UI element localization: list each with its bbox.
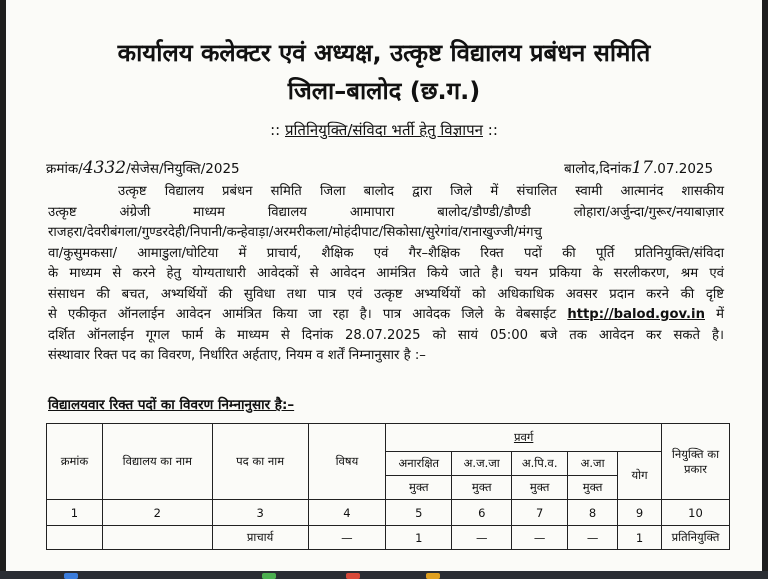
cell-obc: — — [512, 526, 568, 550]
header-sc: अ.ज.जा — [452, 452, 512, 476]
notice-title-text: प्रतिनियुक्ति/संविदा भर्ती हेतु विज्ञापन — [285, 121, 483, 139]
taskbar-app-icon[interactable] — [64, 573, 78, 579]
handwritten-number: 4332 — [82, 158, 127, 178]
header-serial: क्रमांक — [47, 424, 103, 500]
cell-serial — [47, 526, 103, 550]
header-category: प्रवर्ग — [386, 424, 662, 452]
col-number: 4 — [308, 500, 386, 526]
header-open: मुक्त — [386, 476, 452, 500]
col-number: 2 — [102, 500, 212, 526]
body-line: उत्कृष्ट अंग्रेजी माध्यम विद्यालय आमापारा बालोद/डौण्डी/डौण्डी लोहारा/अर्जुन्दा/गुरूर/नयाबाज़ार — [48, 204, 724, 220]
taskbar — [0, 571, 768, 579]
table-row — [47, 526, 730, 550]
office-title: कार्यालय कलेक्टर एवं अध्यक्ष, उत्कृष्ट विद्यालय प्रबंधन समिति — [117, 39, 651, 67]
cell-sc: — — [452, 526, 512, 550]
col-number: 8 — [568, 500, 618, 526]
body-line7-pre: से एकीकृत ऑनलाईन आवेदन आमंत्रित किया जा रहा है। पात्र आवेदक जिले के वेबसाईट — [48, 307, 568, 322]
district-title: जिला–बालोद (छ.ग.) — [287, 77, 481, 105]
cell-subject: — — [308, 526, 386, 550]
cell-school — [102, 526, 212, 550]
body-line: उत्कृष्ट विद्यालय प्रबंधन समिति जिला बालोद द्वारा जिले में संचालित स्वामी आत्मानंद शासकीय — [118, 184, 724, 199]
body-line: राजहरा/देवरीबंगला/गुण्डरदेही/निपानी/कन्हेवाड़ा/अरमरीकला/मोहंदीपाट/सिकोसा/सुरेगांव/रानाखुज्जी/मंगचु — [48, 225, 542, 240]
issue-date — [564, 158, 713, 178]
col-number: 3 — [212, 500, 308, 526]
header-unreserved: अनारक्षित — [386, 452, 452, 476]
reference-number — [46, 158, 240, 178]
header-post: पद का नाम — [212, 424, 308, 500]
document-page — [6, 0, 762, 579]
reference-prefix: क्रमांक/ — [46, 161, 83, 177]
header-st: अ.जा — [568, 452, 618, 476]
col-number: 6 — [452, 500, 512, 526]
header-appointment-type: नियुक्ति का प्रकार — [661, 424, 729, 500]
table-heading: विद्यालयवार रिक्त पदों का विवरण निम्नानुसार है:– — [48, 397, 295, 413]
body-line: दर्शित ऑनलाईन गूगल फार्म के माध्यम से दिनांक 28.07.2025 को सायं 05:00 बजे तक आवेदन कर सकते है। — [48, 327, 724, 343]
notice-suffix: :: — [487, 121, 498, 139]
col-number: 5 — [386, 500, 452, 526]
taskbar-app-icon[interactable] — [262, 573, 276, 579]
header-subject: विषय — [308, 424, 386, 500]
date-prefix: बालोद,दिनांक — [564, 161, 632, 177]
col-number: 7 — [512, 500, 568, 526]
cell-unreserved: 1 — [386, 526, 452, 550]
vacancy-table — [46, 423, 730, 550]
col-number: 1 — [47, 500, 103, 526]
body-line: वा/कुसुमकसा/ आमाडुला/घोटिया में प्राचार्य, शैक्षिक एवं गैर–शैक्षिक रिक्त पदों की पूर्ति प्रतिनियुक्ति/संविदा — [48, 245, 724, 261]
header-open: मुक्त — [512, 476, 568, 500]
col-number: 9 — [618, 500, 662, 526]
body-line: के माध्यम से करने हेतु योग्यताधारी आवेदकों से आवेदन आमंत्रित किये जाते है। चयन प्रकिया के सरलीकरण, श्रम एवं — [48, 266, 724, 281]
body-line: संसाधन की बचत, अभ्यर्थियों की सुविधा तथा पात्र एवं उत्कृष्ट अभ्यर्थियों को अधिकाधिक अवसर प्रदान करने की दृष्टि — [48, 286, 724, 302]
header-open: मुक्त — [568, 476, 618, 500]
date-rest: .07.2025 — [652, 161, 714, 177]
handwritten-day: 17 — [631, 158, 653, 178]
body-line-website — [48, 305, 724, 326]
body-line7-post: में — [704, 307, 724, 322]
body-paragraph — [48, 182, 724, 367]
header-obc: अ.पि.व. — [512, 452, 568, 476]
header-total: योग — [618, 452, 662, 500]
header-open: मुक्त — [452, 476, 512, 500]
cell-post: प्राचार्य — [212, 526, 308, 550]
notice-prefix: :: — [270, 121, 281, 139]
cell-appointment-type: प्रतिनियुक्ति — [661, 526, 729, 550]
taskbar-app-icon[interactable] — [346, 573, 360, 579]
notice-title — [6, 120, 762, 140]
reference-suffix: /सेजेस/नियुक्ति/2025 — [126, 161, 240, 177]
body-line: संस्थावार रिक्त पद का विवरण, निर्धारित अर्हताए, नियम व शर्तें निम्नानुसार है :– — [48, 348, 426, 363]
website-link[interactable]: http://balod.gov.in — [567, 307, 705, 322]
cell-total: 1 — [618, 526, 662, 550]
taskbar-app-icon[interactable] — [426, 573, 440, 579]
column-number-row — [47, 500, 730, 526]
header-school: विद्यालय का नाम — [102, 424, 212, 500]
cell-st: — — [568, 526, 618, 550]
col-number: 10 — [661, 500, 729, 526]
